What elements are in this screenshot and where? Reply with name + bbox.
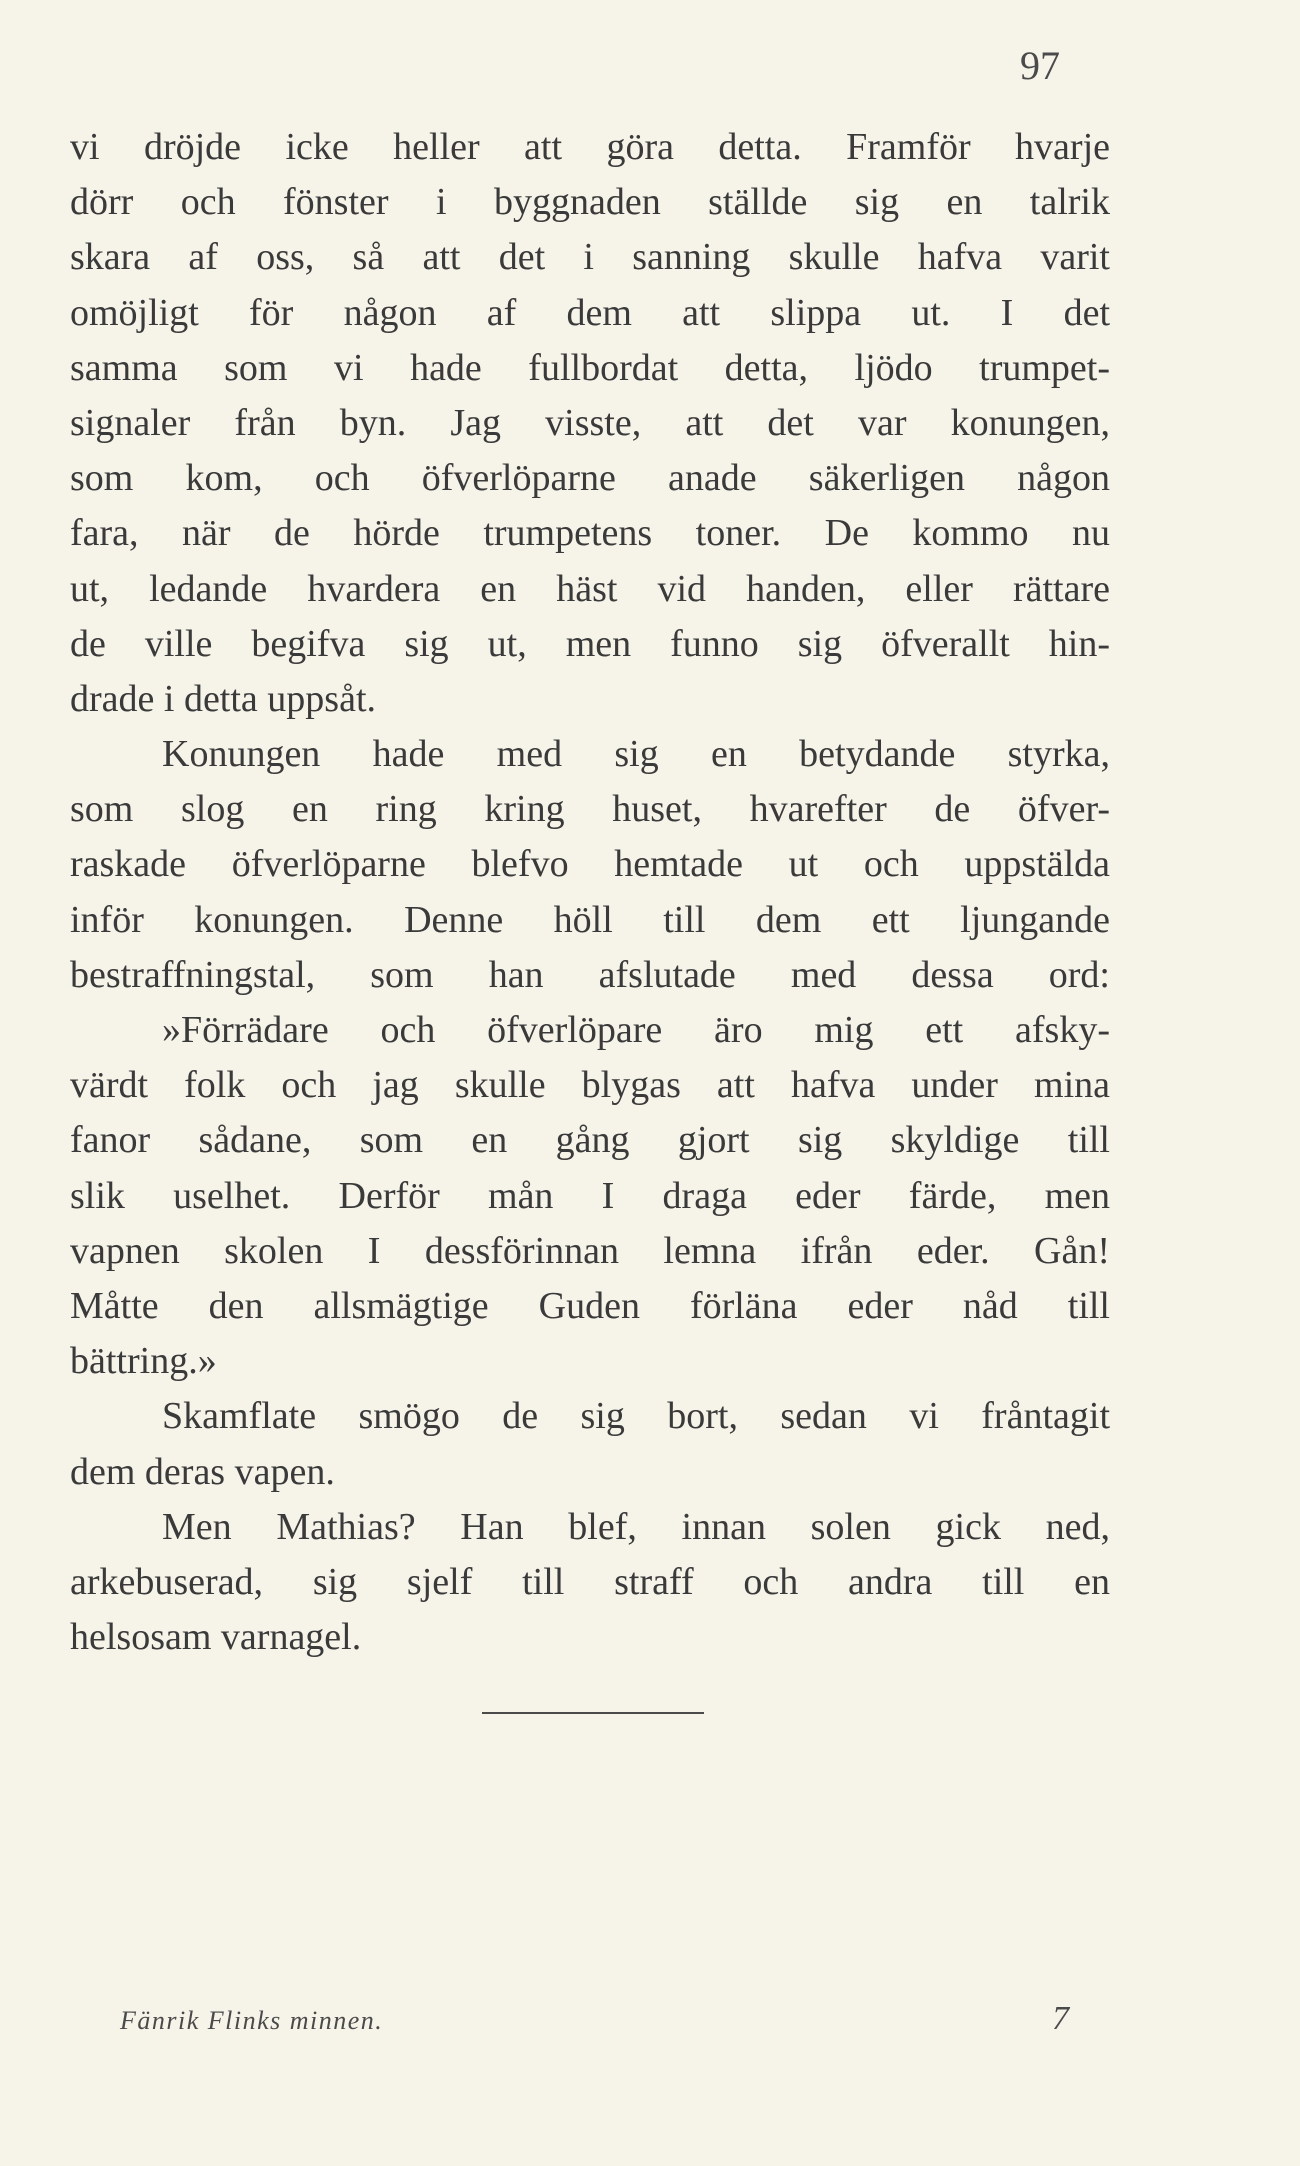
signature-mark: Fänrik Flinks minnen. — [120, 2006, 384, 2035]
text-line: »Förrädare och öfverlöpare äro mig ett afsky- — [162, 1009, 1110, 1051]
text-line: arkebuserad, sig sjelf till straff och andra till en — [70, 1560, 1110, 1603]
section-divider — [482, 1712, 704, 1714]
sheet-number: 7 — [1052, 2000, 1069, 2037]
text-line: Men Mathias? Han blef, innan solen gick ned, — [162, 1505, 1110, 1548]
text-line: fanor sådane, som en gång gjort sig skyldige till — [70, 1119, 1110, 1162]
text-line: Måtte den allsmägtige Guden förläna eder nåd till — [70, 1284, 1110, 1327]
text-line: värdt folk och jag skulle blygas att hafva under mina — [70, 1064, 1110, 1107]
page-number: 97 — [1020, 43, 1060, 88]
text-line: skara af oss, så att det i sanning skulle hafva varit — [70, 236, 1110, 279]
text-line: slik uselhet. Derför mån I draga eder färde, men — [70, 1174, 1110, 1217]
text-line: bättring.» — [70, 1340, 217, 1383]
text-line: drade i detta uppsåt. — [70, 677, 377, 720]
text-line: signaler från byn. Jag visste, att det var konungen, — [70, 401, 1110, 444]
text-line: raskade öfverlöparne blefvo hemtade ut och uppstälda — [70, 843, 1110, 886]
text-line: inför konungen. Denne höll till dem ett ljungande — [70, 898, 1110, 941]
text-line: som kom, och öfverlöparne anade säkerligen någon — [70, 457, 1110, 500]
text-line: dörr och fönster i byggnaden ställde sig en talrik — [70, 181, 1110, 224]
text-line: samma som vi hade fullbordat detta, ljödo trumpet- — [70, 346, 1110, 389]
text-line: dem deras vapen. — [70, 1450, 335, 1493]
text-line: vi dröjde icke heller att göra detta. Framför hvarje — [70, 126, 1110, 168]
text-line: som slog en ring kring huset, hvarefter de öfver- — [70, 788, 1110, 831]
text-line: de ville begifva sig ut, men funno sig öfverallt hin- — [70, 622, 1110, 665]
text-line: helsosam varnagel. — [70, 1616, 362, 1659]
text-line: vapnen skolen I dessförinnan lemna ifrån eder. Gån! — [70, 1229, 1110, 1272]
text-line: omöjligt för någon af dem att slippa ut. I det — [70, 291, 1110, 334]
text-line: ut, ledande hvardera en häst vid handen, eller rättare — [70, 567, 1110, 610]
text-line: Skamflate smögo de sig bort, sedan vi fråntagit — [162, 1395, 1110, 1438]
text-line: bestraffningstal, som han afslutade med dessa ord: — [70, 953, 1110, 996]
text-line: Konungen hade med sig en betydande styrka, — [162, 733, 1110, 776]
text-line: fara, när de hörde trumpetens toner. De kommo nu — [70, 512, 1110, 555]
body-text — [70, 120, 1110, 1665]
